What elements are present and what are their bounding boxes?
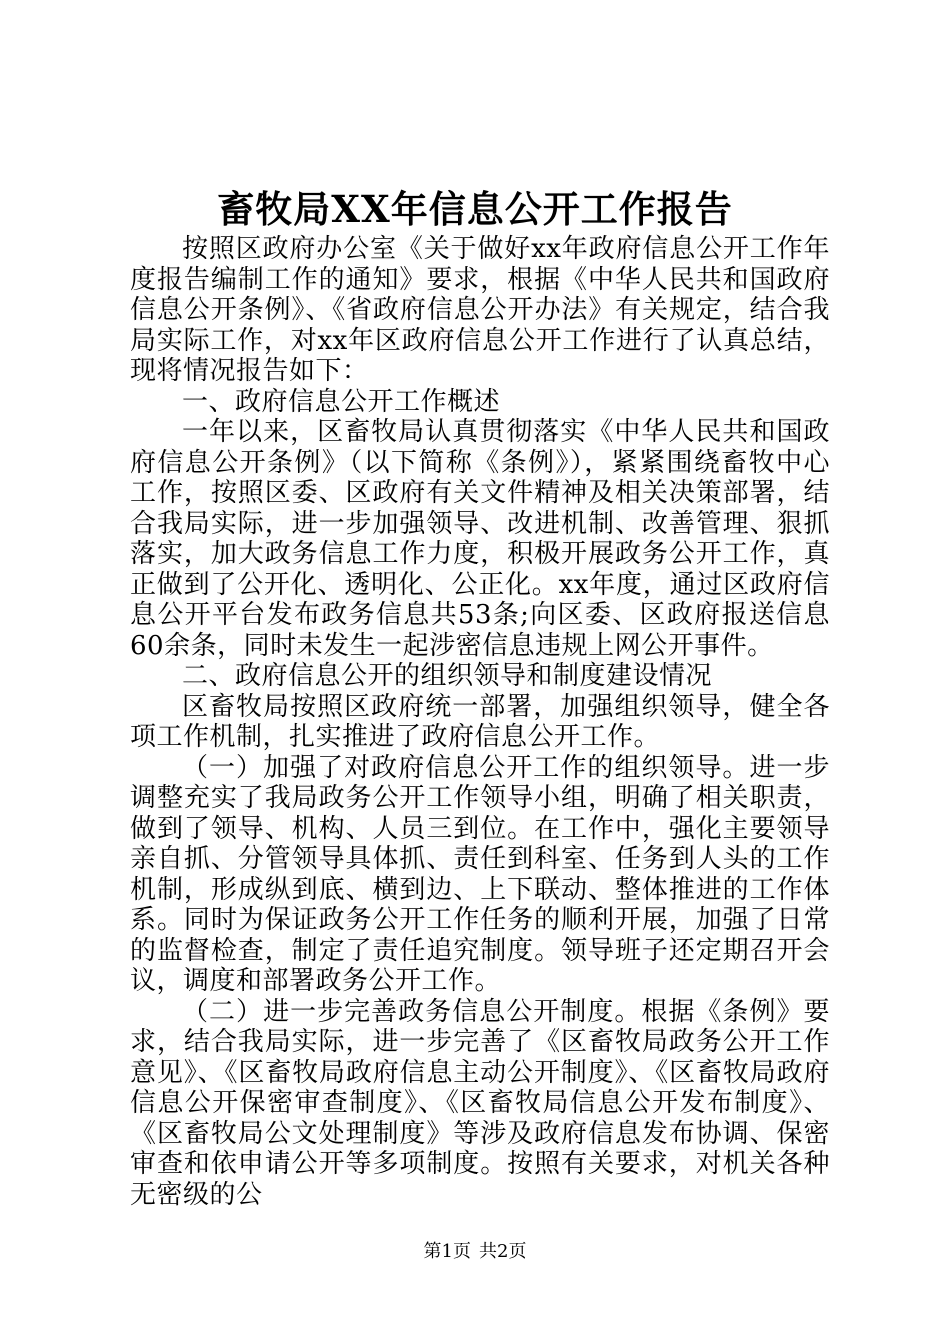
page-footer [0,1240,950,1264]
section-heading-2: 二、政府信息公开的组织领导和制度建设情况 [182,661,713,691]
subsection-1-paragraph: （一）加强了对政府信息公开工作的组织领导。进一步调整充实了我局政务公开工作领导小组，明确了相关职责，做到了领导、机构、人员三到位。在工作中，强化主要领导亲自抓、分管领导具体抓、责任到科室、任务到人头的工作机制，形成纵到底、横到边、上下联动、整体推进的工作体系。同时为保证政务公开工作任务的顺利开展，加强了日常的监督检查，制定了责任追究制度。领导班子还定期召开会议，调度和部署政务公开工作。 [130,752,830,996]
section-heading-1: 一、政府信息公开工作概述 [182,386,501,417]
page-total: 共2页 [479,1241,527,1262]
intro-paragraph: 按照区政府办公室《关于做好xx年政府信息公开工作年度报告编制工作的通知》要求，根据《中华人民共和国政府信息公开条例》、《省政府信息公开办法》有关规定，结合我局实际工作，对xx年区政府信息公开工作进行了认真总结，现将情况报告如下： [130,234,830,386]
subsection-2-paragraph: （二）进一步完善政务信息公开制度。根据《条例》要求，结合我局实际，进一步完善了《区畜牧局政务公开工作意见》、《区畜牧局政府信息主动公开制度》、《区畜牧局政府信息公开保密审查制度》、《区畜牧局信息公开发布制度》、《区畜牧局公文处理制度》等涉及政府信息发布协调、保密审查和依申请公开等多项制度。按照有关要求，对机关各种无密级的公 [130,996,830,1210]
section-1-paragraph: 一年以来，区畜牧局认真贯彻落实《中华人民共和国政府信息公开条例》（以下简称《条例》），紧紧围绕畜牧中心工作，按照区委、区政府有关文件精神及相关决策部署，结合我局实际，进一步加强领导、改进机制、改善管理、狠抓落实，加大政务信息工作力度，积极开展政务公开工作，真正做到了公开化、透明化、公正化。xx年度，通过区政府信息公开平台发布政务信息共53条;向区委、区政府报送信息60余条，同时未发生一起涉密信息违规上网公开事件。 [130,417,830,661]
section-2-paragraph: 区畜牧局按照区政府统一部署，加强组织领导，健全各项工作机制，扎实推进了政府信息公开工作。 [130,691,830,752]
document-body [130,234,830,1210]
page-number: 第1页 [423,1241,471,1262]
document-title: 畜牧局XX年信息公开工作报告 [217,187,733,231]
